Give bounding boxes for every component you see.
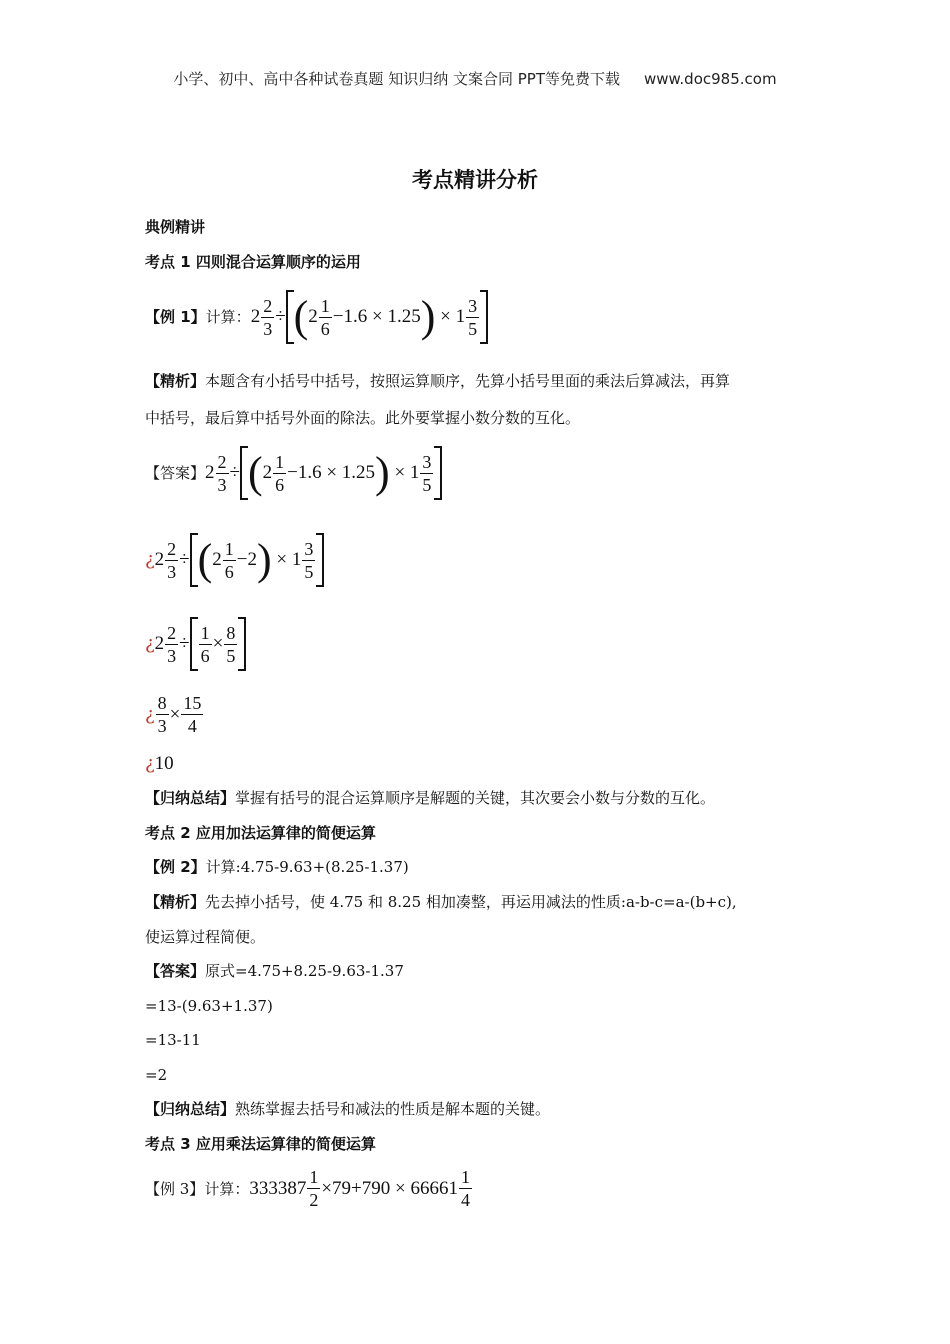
- ex1-answer-step1: 【答案】 2 $\frac{2}{3}$ ÷ ( 2 $\frac{1}{6}$ − 1.6 × 1.25 ) × 1 $\frac{3}{5}$: [145, 446, 442, 500]
- ex1-analysis-line2: 中括号，最后算中括号外面的除法。此外要掌握小数分数的互化。: [145, 409, 581, 427]
- ex1-answer-step2: ¿ 2 $\frac{2}{3}$ ÷ ( 2 $\frac{1}{6}$ − 2 ) × 1 $\frac{3}{5}$: [145, 533, 324, 587]
- ex2-analysis-line1: 【精析】先去掉小括号，使 4.75 和 8.25 相加凑整，再运用减法的性质:a-b-c=a-(b+c),: [145, 893, 737, 911]
- example-3: 【例 3】 计算： 333387 $\frac{1}{2}$ × 79 + 790 × 66661 $\frac{1}{4}$: [145, 1167, 470, 1210]
- ex1-summary: 【归纳总结】掌握有括号的混合运算顺序是解题的关键，其次要会小数与分数的互化。: [145, 789, 716, 807]
- ex2-step-2: =13-11: [145, 1031, 201, 1049]
- ex2-answer: 【答案】原式=4.75+8.25-9.63-1.37: [145, 962, 404, 980]
- ex1-label: 【例 1】: [145, 308, 206, 326]
- ex2-summary: 【归纳总结】熟练掌握去括号和减法的性质是解本题的关键。: [145, 1100, 551, 1118]
- example-1: [145, 290, 488, 344]
- header-text: 小学、初中、高中各种试卷真题 知识归纳 文案合同 PPT等免费下载: [173, 70, 620, 88]
- kp3-heading: 考点 3 应用乘法运算律的简便运算: [145, 1135, 376, 1153]
- kp1-heading: 考点 1 四则混合运算顺序的运用: [145, 253, 361, 271]
- header-site: www.doc985.com: [643, 70, 777, 88]
- ex1-answer-step4: ¿ $\frac{8}{3}$ × $\frac{15}{4}$: [145, 693, 202, 736]
- ex1-answer-step5: ¿ 10: [145, 753, 174, 774]
- kp2-heading: 考点 2 应用加法运算律的简便运算: [145, 824, 376, 842]
- ex2-step-3: =2: [145, 1066, 168, 1084]
- ex2-analysis-line2: 使运算过程简便。: [145, 928, 266, 946]
- page-header: [0, 68, 950, 89]
- ex1-prefix: 计算：: [205, 308, 251, 326]
- ex2-step-1: =13-(9.63+1.37): [145, 997, 273, 1015]
- ex1-answer-step3: ¿ 2 $\frac{2}{3}$ ÷ $\frac{1}{6}$ × $\frac{8}{5}$: [145, 617, 246, 671]
- section-title: 典例精讲: [145, 218, 206, 236]
- ex1-expression: 2 $\frac{2}{3}$ ÷ ( 2 $\frac{1}{6}$ − 1.6 × 1.25 ) × 1 $\frac{3}{5}$: [251, 290, 488, 344]
- ex2-line: 【例 2】计算:4.75-9.63+(8.25-1.37): [145, 858, 409, 876]
- page-title: 考点精讲分析: [412, 168, 538, 192]
- ex1-analysis-line1: 【精析】本题含有小括号中括号，按照运算顺序，先算小括号里面的乘法后算减法，再算: [145, 372, 731, 390]
